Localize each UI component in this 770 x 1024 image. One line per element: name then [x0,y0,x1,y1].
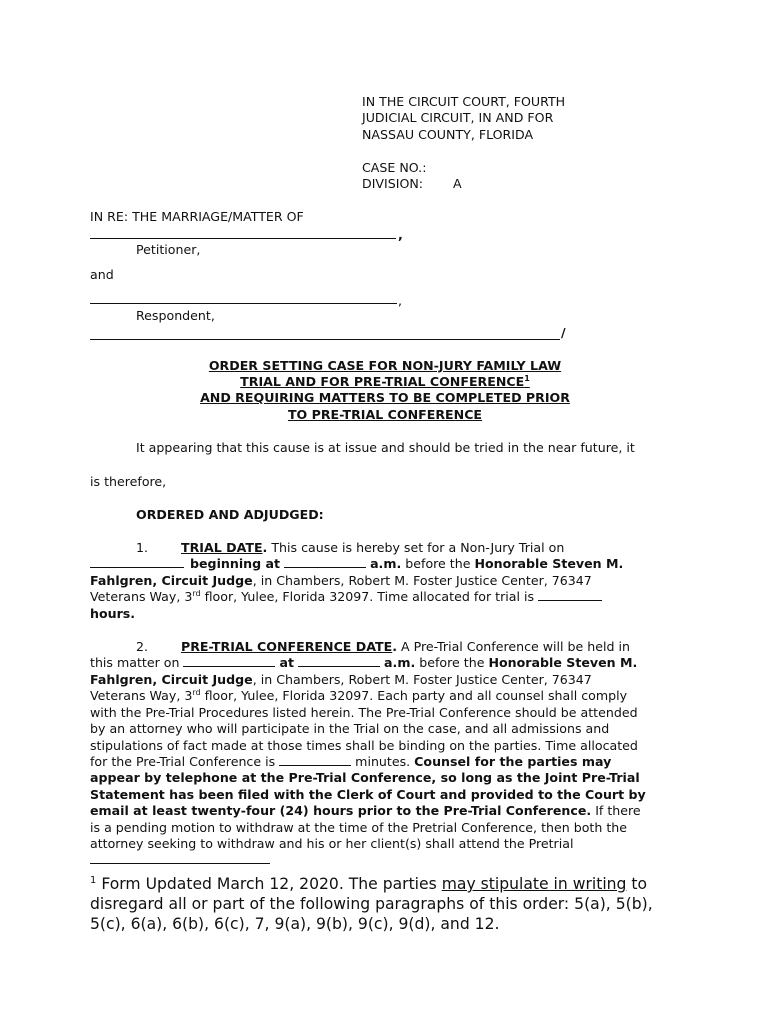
para2-line-4: Veterans Way, 3rd floor, Yulee, Florida 32097. Each party and all counsel shall comply [90,687,628,703]
para2-line-7: stipulations of fact made at those times shall be binding on the parties. Time allocated [90,738,638,753]
para2-line-11: email at least twenty-four (24) hours prior to the Pre-Trial Conference. If there [90,803,641,818]
para2-line-3: Fahlgren, Circuit Judge, in Chambers, Robert M. Foster Justice Center, 76347 [90,672,592,687]
footnote-line-3: 5(c), 6(a), 6(b), 6(c), 7, 9(a), 9(b), 9(c), 9(d), and 12. [90,915,500,933]
footnote-mark: 1 [90,874,97,886]
footnote-line-1: $^1$ Form Updated March 12, 2020. The parties may stipulate in writing to [90,874,648,893]
pretrial-minutes-blank [279,754,351,766]
intro-line-1: It appearing that this cause is at issue and should be tried in the near future, it [136,440,635,455]
trial-time-blank [284,556,366,568]
court-line-3: NASSAU COUNTY, FLORIDA [362,127,534,142]
division-label: DIVISION: [362,176,424,191]
trial-hours-blank [538,589,602,601]
para2-line-10: Statement has been filed with the Clerk of Court and provided to the Court by [90,787,646,802]
caption-slash: / [561,325,566,340]
para2-line-1: PRE-TRIAL CONFERENCE DATE. A Pre-Trial Conference will be held in [181,639,631,654]
para1-number: 1. [136,540,149,555]
respondent-comma: , [398,293,403,308]
para1-line-2: beginning at a.m. before the Honorable Steven M. [90,556,623,573]
respondent-name-line [90,303,397,304]
para2-line-9: appear by telephone at the Pre-Trial Conference, so long as the Joint Pre-Trial [90,770,640,785]
footnote-separator [90,863,270,864]
para1-line-1: TRIAL DATE. This cause is hereby set for a Non-Jury Trial on [181,540,565,555]
court-line-1: IN THE CIRCUIT COURT, FOURTH [362,94,566,109]
para1-line-5: hours. [90,606,136,621]
pretrial-date-heading: PRE-TRIAL CONFERENCE DATE [181,639,393,654]
caption-close-line [90,339,560,340]
para2-number: 2. [136,639,149,654]
in-re-caption: IN RE: THE MARRIAGE/MATTER OF [90,209,304,224]
trial-date-heading: TRIAL DATE [181,540,263,555]
para2-line-8: for the Pre-Trial Conference is minutes. Counsel for the parties may [90,754,612,769]
para1-line-3: Fahlgren, Circuit Judge, in Chambers, Robert M. Foster Justice Center, 76347 [90,573,592,588]
pretrial-time-blank [298,655,380,667]
case-number-label: CASE NO.: [362,160,427,175]
intro-line-2: is therefore, [90,474,167,489]
order-title-line-2: TRIAL AND FOR PRE-TRIAL CONFERENCE$^1$ [240,373,530,389]
respondent-label: Respondent, [136,308,215,323]
para2-line-2: this matter on at a.m. before the Honorable Steven M. [90,655,638,670]
pretrial-date-blank [183,655,275,667]
and-label: and [90,267,114,282]
footnote-line-2: disregard all or part of the following paragraphs of this order: 5(a), 5(b), [90,895,653,913]
court-line-2: JUDICIAL CIRCUIT, IN AND FOR [362,110,554,125]
para2-line-6: by an attorney who will participate in the Trial on the case, and all admissions and [90,721,610,736]
order-title-line-3: AND REQUIRING MATTERS TO BE COMPLETED PRIOR [200,390,570,405]
trial-date-blank [90,556,184,568]
order-title-line-1: ORDER SETTING CASE FOR NON-JURY FAMILY LAW [208,358,562,373]
para1-line-4: Veterans Way, 3rd floor, Yulee, Florida 32097. Time allocated for trial is [90,589,602,606]
para2-line-12: is a pending motion to withdraw at the time of the Pretrial Conference, then both the [90,820,628,835]
para2-line-13: attorney seeking to withdraw and his or her client(s) shall attend the Pretrial [90,836,574,851]
petitioner-name-line [90,238,396,239]
footnote-reference: 1 [524,373,530,383]
petitioner-label: Petitioner, [136,242,201,257]
ordered-heading: ORDERED AND ADJUDGED: [136,507,324,522]
order-title-line-4: TO PRE-TRIAL CONFERENCE [287,407,483,422]
division-value: A [453,176,462,191]
petitioner-comma: , [398,227,403,242]
para2-line-5: with the Pre-Trial Procedures listed herein. The Pre-Trial Conference should be attended [90,705,638,720]
